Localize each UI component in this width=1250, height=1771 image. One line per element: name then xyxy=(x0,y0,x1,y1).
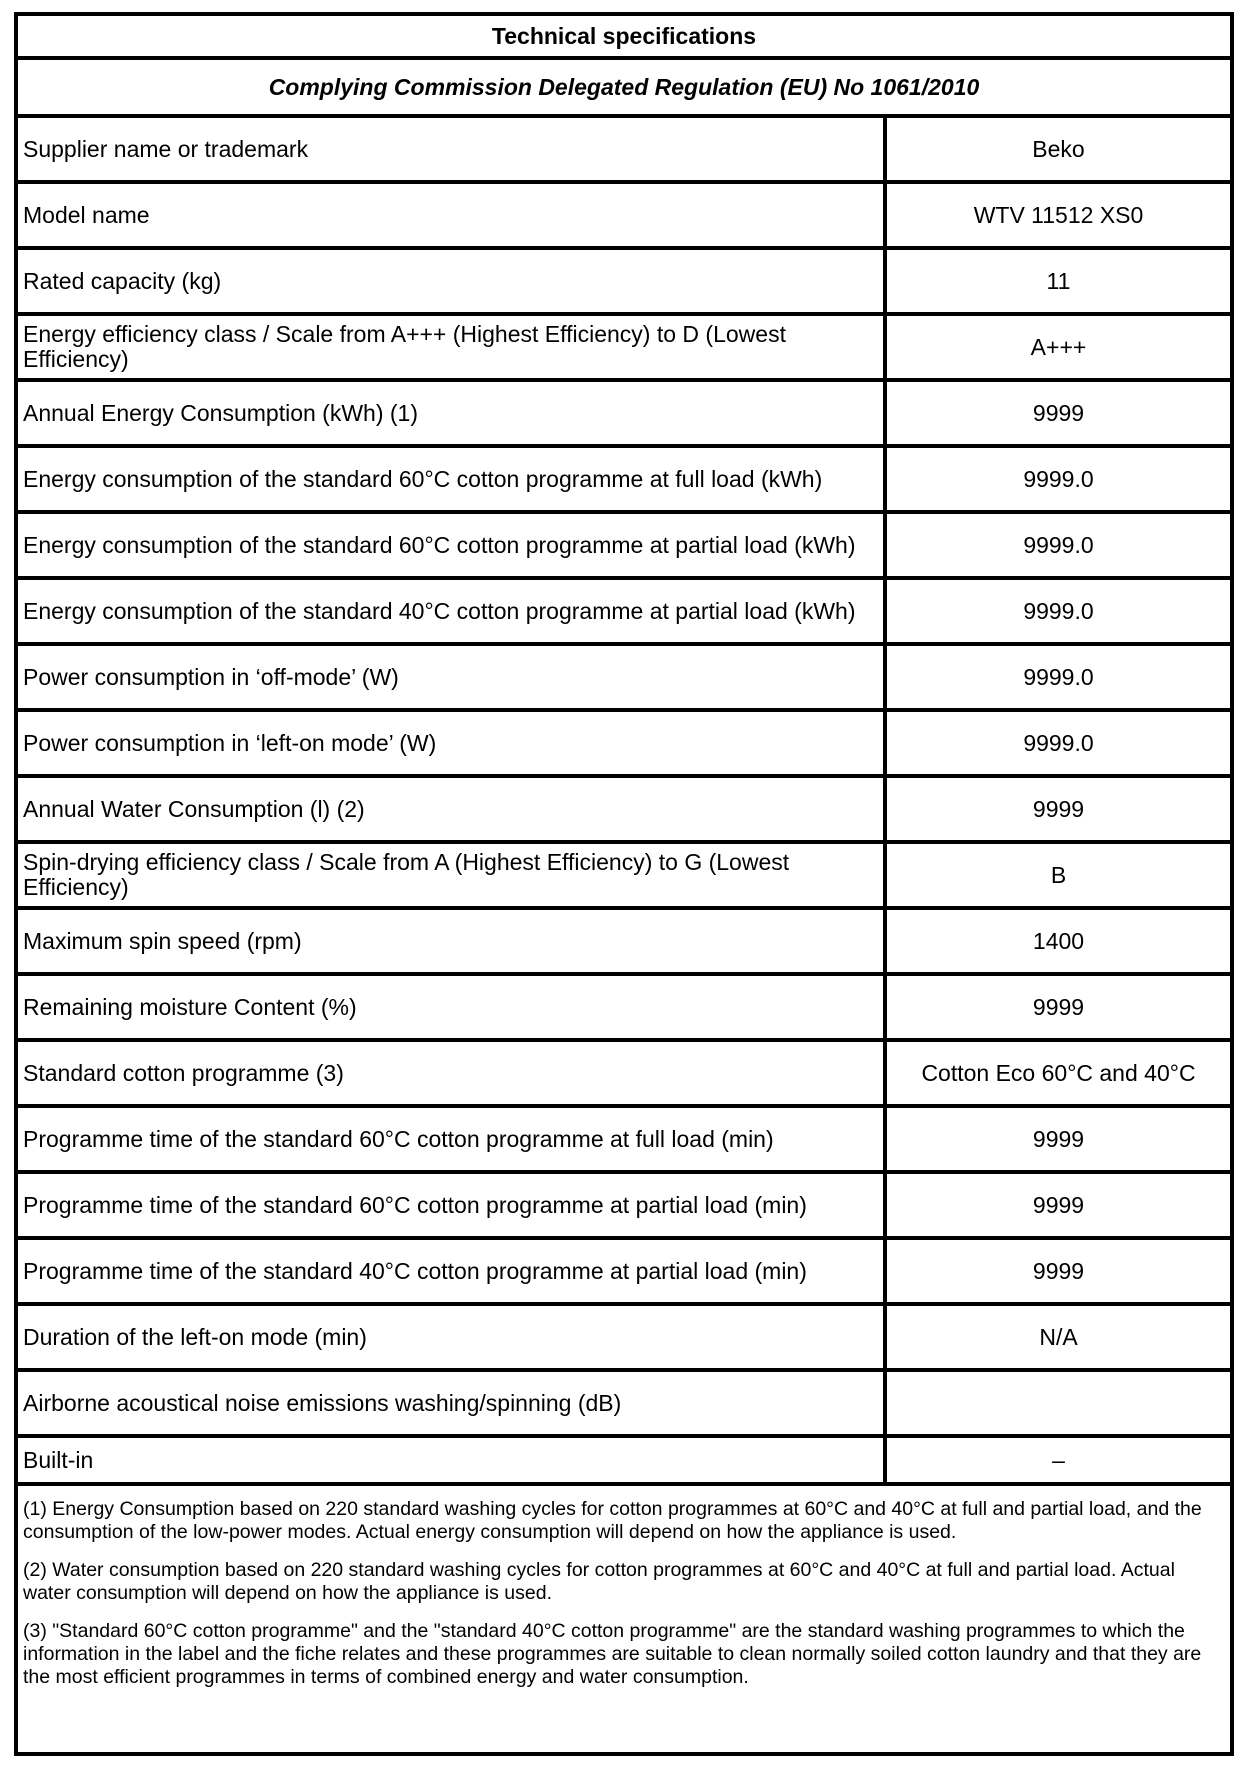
spec-row-power-left-on xyxy=(18,712,1230,778)
spec-value: 9999 xyxy=(1032,795,1085,822)
spec-value: 9999.0 xyxy=(1023,465,1094,492)
spec-label: Programme time of the standard 60°C cotton programme at partial load (min) xyxy=(18,1174,887,1236)
spec-row-standard-programme xyxy=(18,1042,1230,1108)
footnotes xyxy=(18,1486,1230,1752)
spec-row-model xyxy=(18,184,1230,250)
spec-label: Energy consumption of the standard 40°C cotton programme at partial load (kWh) xyxy=(18,580,887,642)
spec-value xyxy=(887,1372,1230,1434)
spec-row-energy-40-partial xyxy=(18,580,1230,646)
spec-value: 9999.0 xyxy=(1023,597,1094,624)
sheet-subtitle: Complying Commission Delegated Regulation (EU) No 1061/2010 xyxy=(18,60,1230,118)
spec-value: 9999 xyxy=(1032,1257,1085,1284)
spec-value: 1400 xyxy=(1032,927,1085,954)
spec-row-spin-class xyxy=(18,844,1230,910)
spec-value: WTV 11512 XS0 xyxy=(973,201,1144,228)
spec-row-energy-60-partial xyxy=(18,514,1230,580)
spec-label: Duration of the left-on mode (min) xyxy=(18,1306,887,1368)
spec-value: 9999 xyxy=(1032,1125,1085,1152)
spec-label: Energy consumption of the standard 60°C cotton programme at full load (kWh) xyxy=(18,448,887,510)
spec-sheet xyxy=(14,12,1234,1756)
spec-label: Spin-drying efficiency class / Scale from A (Highest Efficiency) to G (Lowest Efficiency) xyxy=(18,844,887,906)
spec-row-left-on-duration xyxy=(18,1306,1230,1372)
spec-label: Energy consumption of the standard 60°C cotton programme at partial load (kWh) xyxy=(18,514,887,576)
spec-row-power-off xyxy=(18,646,1230,712)
spec-value: Beko xyxy=(1032,135,1085,162)
spec-value: 9999.0 xyxy=(1023,729,1094,756)
spec-value: N/A xyxy=(1039,1323,1078,1350)
spec-value: 11 xyxy=(1046,267,1071,294)
spec-label: Annual Energy Consumption (kWh) (1) xyxy=(18,382,887,444)
spec-label: Built-in xyxy=(18,1438,887,1482)
spec-label: Rated capacity (kg) xyxy=(18,250,887,312)
spec-label: Programme time of the standard 40°C cotton programme at partial load (min) xyxy=(18,1240,887,1302)
spec-label: Airborne acoustical noise emissions washing/spinning (dB) xyxy=(18,1372,887,1434)
spec-row-time-60-full xyxy=(18,1108,1230,1174)
spec-label: Energy efficiency class / Scale from A+++ (Highest Efficiency) to D (Lowest Efficiency) xyxy=(18,316,887,378)
spec-row-annual-water xyxy=(18,778,1230,844)
spec-row-noise xyxy=(18,1372,1230,1438)
spec-label: Programme time of the standard 60°C cotton programme at full load (min) xyxy=(18,1108,887,1170)
spec-row-energy-class xyxy=(18,316,1230,382)
spec-row-energy-60-full xyxy=(18,448,1230,514)
spec-label: Power consumption in ‘left-on mode’ (W) xyxy=(18,712,887,774)
spec-label: Remaining moisture Content (%) xyxy=(18,976,887,1038)
spec-row-time-60-partial xyxy=(18,1174,1230,1240)
spec-row-built-in xyxy=(18,1438,1230,1486)
spec-value: – xyxy=(1052,1446,1065,1473)
spec-value: 9999 xyxy=(1032,1191,1085,1218)
spec-value: Cotton Eco 60°C and 40°C xyxy=(921,1059,1196,1086)
spec-label: Annual Water Consumption (l) (2) xyxy=(18,778,887,840)
spec-value: 9999 xyxy=(1032,399,1085,426)
spec-label: Power consumption in ‘off-mode’ (W) xyxy=(18,646,887,708)
spec-row-spin-speed xyxy=(18,910,1230,976)
sheet-title: Technical specifications xyxy=(18,16,1230,60)
spec-row-time-40-partial xyxy=(18,1240,1230,1306)
spec-label: Model name xyxy=(18,184,887,246)
footnote-1: (1) Energy Consumption based on 220 standard washing cycles for cotton programmes at 60°C and 40°C at full and partial load, and the consumption of the low-power modes. Actual energy consumption will depend on how the appliance is used. xyxy=(23,1498,1202,1543)
spec-value: 9999.0 xyxy=(1023,663,1094,690)
spec-value: B xyxy=(1050,861,1067,888)
spec-label: Supplier name or trademark xyxy=(18,118,887,180)
footnote-3: (3) "Standard 60°C cotton programme" and the "standard 40°C cotton programme" are the standard washing programmes to which the information in the label and the fiche relates and these programmes are suitable to clean normally soiled cotton laundry and that they are the most efficient programmes in terms of combined energy and water consumption. xyxy=(23,1620,1202,1688)
spec-value: A+++ xyxy=(1030,333,1087,360)
spec-row-annual-energy xyxy=(18,382,1230,448)
spec-row-capacity xyxy=(18,250,1230,316)
spec-label: Standard cotton programme (3) xyxy=(18,1042,887,1104)
spec-row-moisture xyxy=(18,976,1230,1042)
footnote-2: (2) Water consumption based on 220 standard washing cycles for cotton programmes at 60°C and 40°C at full and partial load. Actual water consumption will depend on how the appliance is used. xyxy=(23,1559,1175,1604)
spec-value: 9999.0 xyxy=(1023,531,1094,558)
spec-value: 9999 xyxy=(1032,993,1085,1020)
spec-row-supplier xyxy=(18,118,1230,184)
spec-label: Maximum spin speed (rpm) xyxy=(18,910,887,972)
